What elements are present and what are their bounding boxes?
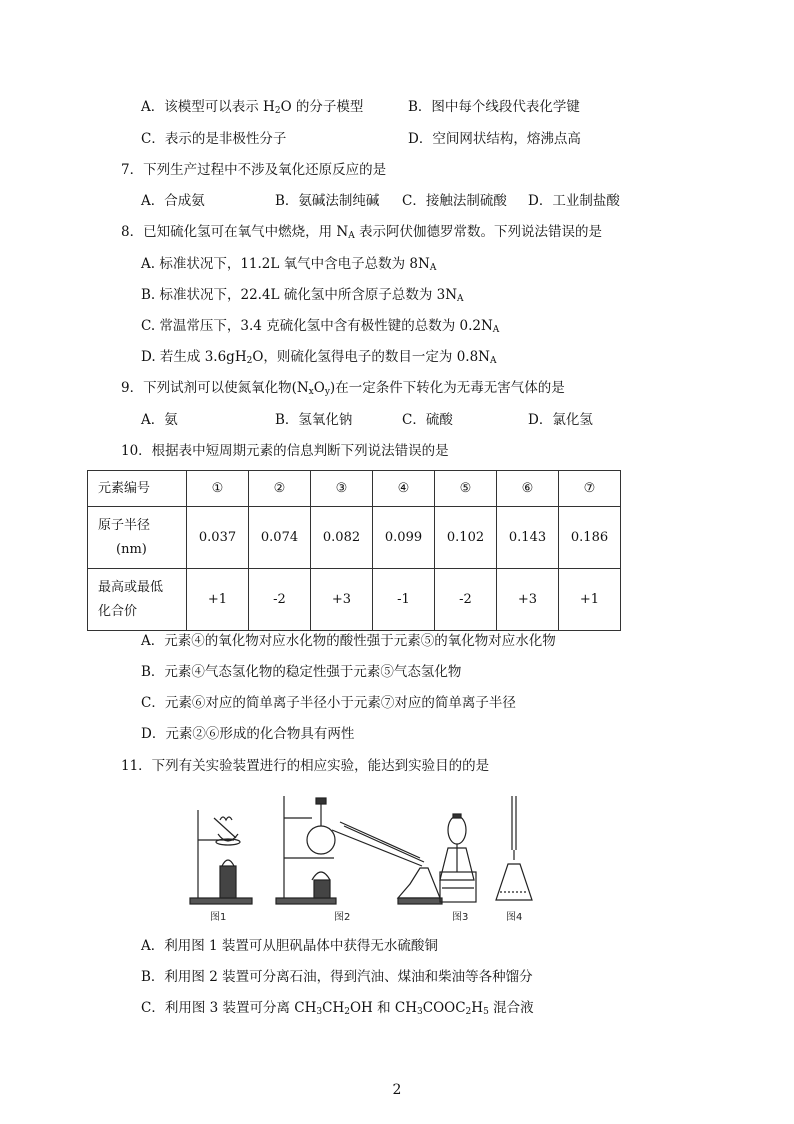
valence-cell: +1 (187, 569, 249, 631)
figure-4-label: 图4 (506, 912, 523, 923)
element-id-cell: ① (187, 471, 249, 507)
q10-stem: 10．根据表中短周期元素的信息判断下列说法错误的是 (121, 443, 449, 459)
element-id-cell: ④ (373, 471, 435, 507)
figure-3-apparatus (440, 814, 476, 902)
q9-option-c: C．硫酸 (402, 412, 453, 428)
valence-cell: +3 (311, 569, 373, 631)
valence-cell: +1 (559, 569, 621, 631)
table-row (88, 569, 621, 631)
q11-stem: 11．下列有关实验装置进行的相应实验，能达到实验目的的是 (121, 758, 490, 774)
q8-option-c: C. 常温常压下，3.4 克硫化氢中含有极性键的总数为 $0.2N_A$ (141, 318, 500, 335)
table-header-cell (88, 507, 187, 569)
q9-option-b: B．氢氧化钠 (275, 412, 353, 428)
valence-cell: +3 (497, 569, 559, 631)
q11-option-a: A．利用图 1 装置可从胆矾晶体中获得无水硫酸铜 (141, 938, 438, 954)
figure-3-label: 图3 (452, 912, 469, 923)
radius-cell: 0.099 (373, 507, 435, 569)
element-id-cell: ② (249, 471, 311, 507)
q9-option-d: D．氯化氢 (528, 412, 593, 428)
table-header-cell: 元素编号 (88, 471, 187, 507)
radius-cell: 0.082 (311, 507, 373, 569)
q6-option-c: C．表示的是非极性分子 (141, 131, 287, 147)
radius-cell: 0.037 (187, 507, 249, 569)
element-table (87, 470, 621, 631)
radius-cell: 0.186 (559, 507, 621, 569)
valence-cell: -2 (249, 569, 311, 631)
q7-option-d: D．工业制盐酸 (528, 193, 620, 209)
table-row (88, 507, 621, 569)
element-id-cell: ⑥ (497, 471, 559, 507)
q7-option-c: C．接触法制硫酸 (402, 193, 507, 209)
q8-stem: 8．已知硫化氢可在氧气中燃烧，用 $N_A$ 表示阿伏伽德罗常数。下列说法错误的是 (121, 224, 602, 241)
figure-2-apparatus (276, 796, 442, 904)
radius-cell: 0.074 (249, 507, 311, 569)
figure-1-label: 图1 (210, 912, 227, 923)
lab-apparatus-figure (184, 788, 536, 926)
q8-option-d: D. 若生成 $3.6gH_2O$，则硫化氢得电子的数目一定为 $0.8N_A$ (141, 349, 497, 366)
q6-option-b: B．图中每个线段代表化学键 (408, 99, 580, 115)
radius-cell: 0.102 (435, 507, 497, 569)
figure-2-label: 图2 (334, 912, 351, 923)
page-number: 2 (392, 1082, 402, 1098)
figure-4-apparatus (496, 796, 532, 900)
radius-unit: (nm) (116, 541, 147, 557)
q6-option-a: A．该模型可以表示 $H_2O$ 的分子模型 (141, 99, 364, 116)
q9-option-a: A．氨 (141, 412, 178, 428)
figure-1-apparatus (190, 810, 252, 904)
table-header-cell (88, 569, 187, 631)
q7-option-b: B．氨碱法制纯碱 (275, 193, 380, 209)
q7-option-a: A．合成氨 (141, 193, 205, 209)
q9-stem: 9．下列试剂可以使氮氧化物$(N_xO_y)$在一定条件下转化为无毒无害气体的是 (121, 380, 565, 397)
q6-option-d: D．空间网状结构，熔沸点高 (408, 131, 581, 147)
q10-option-d: D．元素②⑥形成的化合物具有两性 (141, 726, 355, 742)
valence-label-2: 化合价 (98, 603, 138, 619)
valence-cell: -1 (373, 569, 435, 631)
q7-stem: 7．下列生产过程中不涉及氧化还原反应的是 (121, 162, 387, 178)
q8-option-b: B. 标准状况下，22.4L 硫化氢中所含原子总数为 $3N_A$ (141, 287, 464, 304)
valence-cell: -2 (435, 569, 497, 631)
q11-option-c: C．利用图 3 装置可分离 $CH_3CH_2OH$ 和 $CH_3COOC_2H_5$ 混合液 (141, 1000, 534, 1017)
valence-label: 最高或最低 (98, 579, 164, 595)
table-row (88, 471, 621, 507)
element-id-cell: ③ (311, 471, 373, 507)
q10-option-c: C．元素⑥对应的简单离子半径小于元素⑦对应的简单离子半径 (141, 695, 516, 711)
q8-option-a: A. 标准状况下，11.2L 氧气中含电子总数为 $8N_A$ (141, 256, 437, 273)
radius-label: 原子半径 (98, 517, 151, 533)
radius-cell: 0.143 (497, 507, 559, 569)
q10-option-a: A．元素④的氧化物对应水化物的酸性强于元素⑤的氧化物对应水化物 (141, 633, 556, 649)
q10-option-b: B．元素④气态氢化物的稳定性强于元素⑤气态氢化物 (141, 664, 462, 680)
q11-option-b: B．利用图 2 装置可分离石油，得到汽油、煤油和柴油等各种馏分 (141, 969, 533, 985)
element-id-cell: ⑦ (559, 471, 621, 507)
element-id-cell: ⑤ (435, 471, 497, 507)
